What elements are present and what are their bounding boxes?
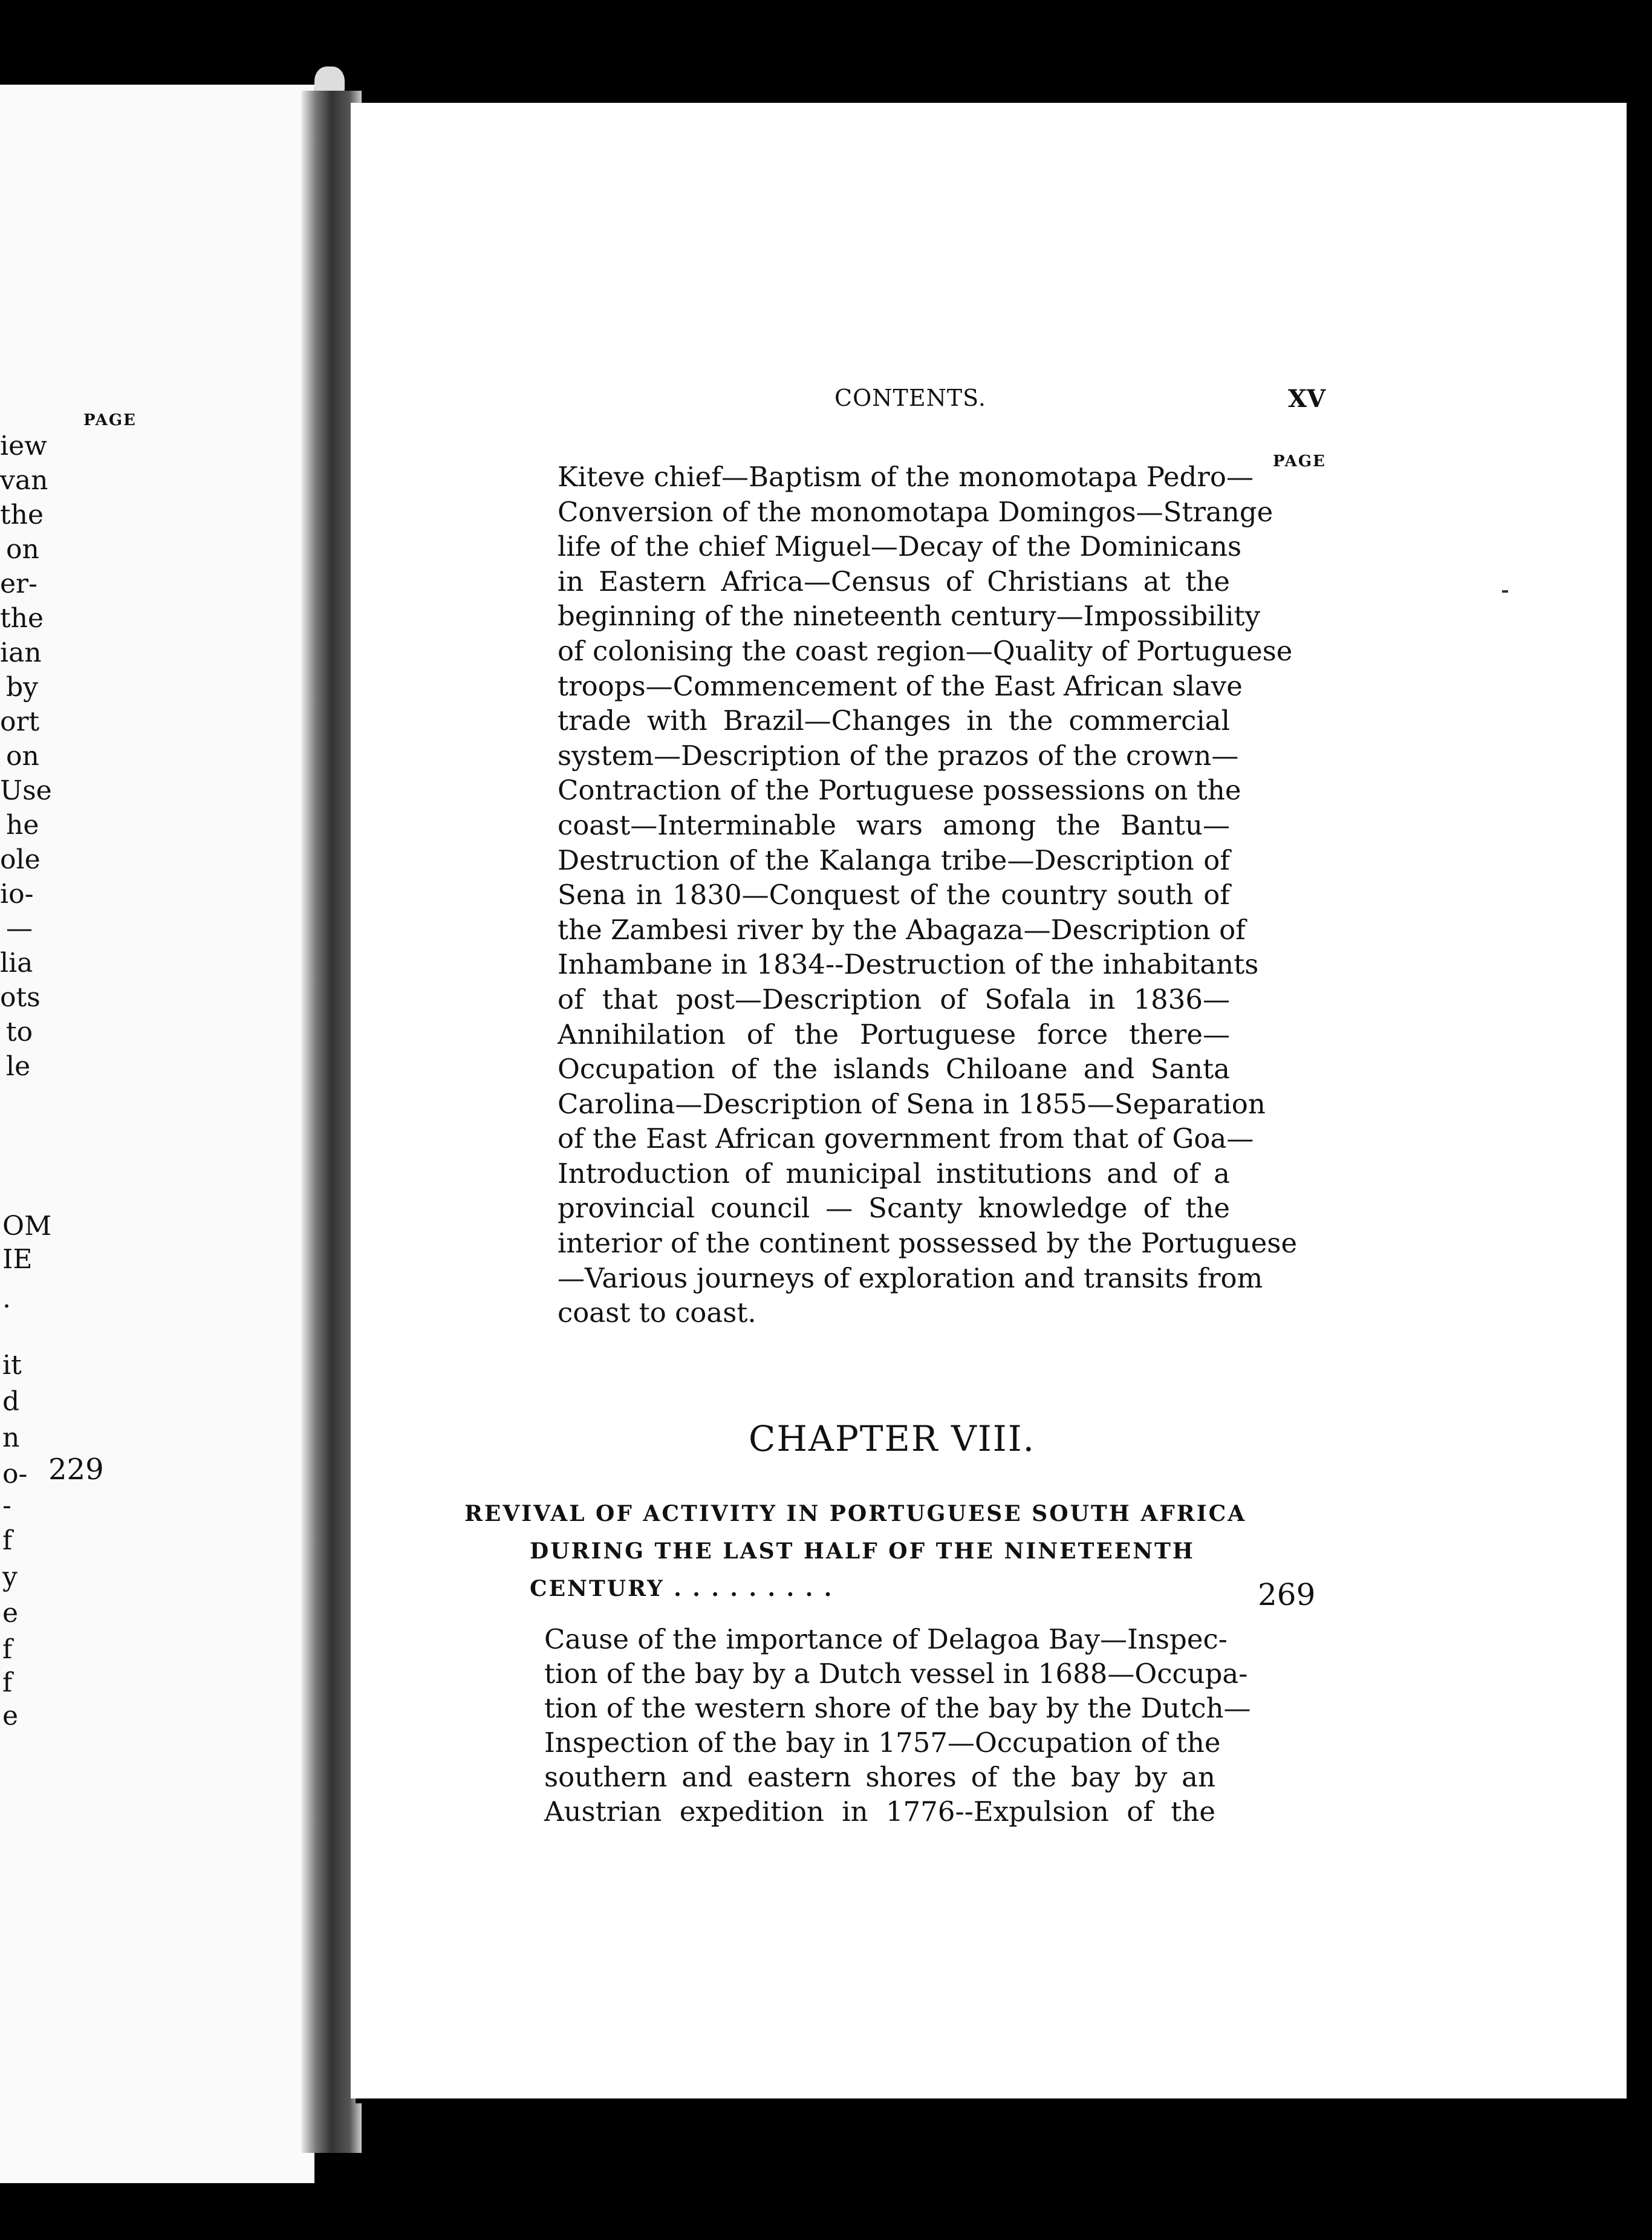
text-line: southern and eastern shores of the bay by an — [544, 1761, 1215, 1793]
text-line: troops—Commencement of the East African slave — [558, 669, 1243, 702]
text-line: Austrian expedition in 1776--Expulsion of the — [544, 1796, 1215, 1828]
left-text-fragment: e — [2, 1598, 19, 1629]
text-line: coast to coast. — [558, 1297, 756, 1329]
left-text-fragment: . — [2, 1283, 11, 1314]
text-line: trade with Brazil—Changes in the commercial — [558, 705, 1230, 737]
text-line: Introduction of municipal institutions and of a — [558, 1157, 1230, 1190]
left-text-fragment: io- — [0, 879, 34, 910]
left-text-fragment: ole — [0, 844, 41, 875]
text-line: Annihilation of the Portuguese force there— — [558, 1018, 1230, 1050]
chapter-viii-summary — [544, 1622, 1251, 1829]
left-text-fragment: the — [0, 603, 44, 634]
left-text-fragment: f — [2, 1634, 13, 1665]
text-line: Inspection of the bay in 1757—Occupation of the — [544, 1727, 1221, 1759]
left-text-fragment: f — [2, 1667, 13, 1698]
text-line: the Zambesi river by the Abagaza—Description of — [558, 913, 1246, 946]
chapter-title-line: REVIVAL OF ACTIVITY IN PORTUGUESE SOUTH AFRICA — [464, 1501, 1247, 1526]
left-text-fragment: d — [2, 1386, 20, 1417]
left-text-fragment: lia — [0, 948, 33, 978]
left-text-fragment: on — [6, 534, 39, 565]
text-line: —Various journeys of exploration and transits from — [558, 1262, 1263, 1294]
left-page-header: PAGE — [83, 411, 137, 429]
left-text-fragment: e — [2, 1701, 19, 1731]
text-line: system—Description of the prazos of the crown— — [558, 739, 1239, 772]
left-text-fragment: f — [2, 1525, 13, 1556]
left-text-fragment: y — [2, 1561, 18, 1592]
text-line: Sena in 1830—Conquest of the country south of — [558, 879, 1230, 911]
text-line: of colonising the coast region—Quality of Portuguese — [558, 634, 1293, 667]
left-text-fragment: to — [6, 1017, 33, 1047]
folio-number: XV — [1288, 385, 1326, 413]
left-text-fragment: ort — [0, 706, 40, 737]
text-line: of that post—Description of Sofala in 1836— — [558, 983, 1230, 1015]
left-text-fragment: ots — [0, 982, 41, 1013]
chapter-heading: CHAPTER VIII. — [749, 1418, 1036, 1459]
left-text-fragment: iew — [0, 431, 47, 461]
chapter-page-number: 269 — [1258, 1577, 1316, 1612]
text-line: life of the chief Miguel—Decay of the Dominicans — [558, 530, 1242, 563]
left-text-fragment: - — [2, 1490, 11, 1521]
page-column-header: PAGE — [1273, 452, 1326, 470]
text-line: beginning of the nineteenth century—Impossibility — [558, 600, 1261, 633]
left-text-fragment: le — [6, 1051, 31, 1082]
text-line: Contraction of the Portuguese possessions on the — [558, 774, 1241, 807]
left-text-fragment: on — [6, 741, 39, 772]
left-text-fragment: Use — [0, 775, 52, 806]
chapter-title-line: DURING THE LAST HALF OF THE NINETEENTH — [530, 1538, 1195, 1564]
text-line: Occupation of the islands Chiloane and Santa — [558, 1053, 1230, 1086]
text-line: tion of the bay by a Dutch vessel in 1688—Occupa- — [544, 1658, 1248, 1690]
running-head: CONTENTS. — [834, 385, 986, 411]
left-text-fragment: ian — [0, 637, 42, 668]
left-page — [0, 85, 314, 2183]
text-line: of the East African government from that of Goa— — [558, 1122, 1254, 1155]
left-text-fragment: n — [2, 1422, 20, 1453]
left-text-fragment: — — [6, 913, 33, 944]
text-line: Conversion of the monomotapa Domingos—Strange — [558, 495, 1273, 528]
text-line: Cause of the importance of Delagoa Bay—Inspec- — [544, 1623, 1228, 1655]
left-text-fragment: er- — [0, 568, 37, 599]
left-text-fragment: o- — [2, 1459, 28, 1490]
text-line: provincial council — Scanty knowledge of the — [558, 1192, 1230, 1225]
stray-mark — [1502, 590, 1508, 593]
left-page-number: 229 — [48, 1453, 104, 1486]
text-line: Destruction of the Kalanga tribe—Description of — [558, 844, 1230, 876]
text-line: tion of the western shore of the bay by the Dutch— — [544, 1692, 1251, 1724]
text-line: interior of the continent possessed by the Portuguese — [558, 1227, 1298, 1260]
text-line: Carolina—Description of Sena in 1855—Separation — [558, 1087, 1266, 1120]
left-text-fragment: van — [0, 465, 48, 496]
left-text-fragment: he — [6, 810, 39, 841]
left-text-fragment: the — [0, 500, 44, 530]
text-line: Kiteve chief—Baptism of the monomotapa Pedro— — [558, 461, 1254, 493]
text-line: Inhambane in 1834--Destruction of the inhabitants — [558, 948, 1259, 981]
left-text-fragment: IE — [2, 1244, 33, 1275]
chapter-vii-summary — [558, 460, 1298, 1330]
text-line: coast—Interminable wars among the Bantu— — [558, 809, 1230, 841]
chapter-title-line: CENTURY . . . . . . . . . — [530, 1576, 834, 1601]
left-text-fragment: by — [6, 672, 39, 703]
text-line: in Eastern Africa—Census of Christians at the — [558, 565, 1230, 597]
left-text-fragment: OM — [2, 1211, 52, 1242]
left-text-fragment: it — [2, 1350, 22, 1381]
